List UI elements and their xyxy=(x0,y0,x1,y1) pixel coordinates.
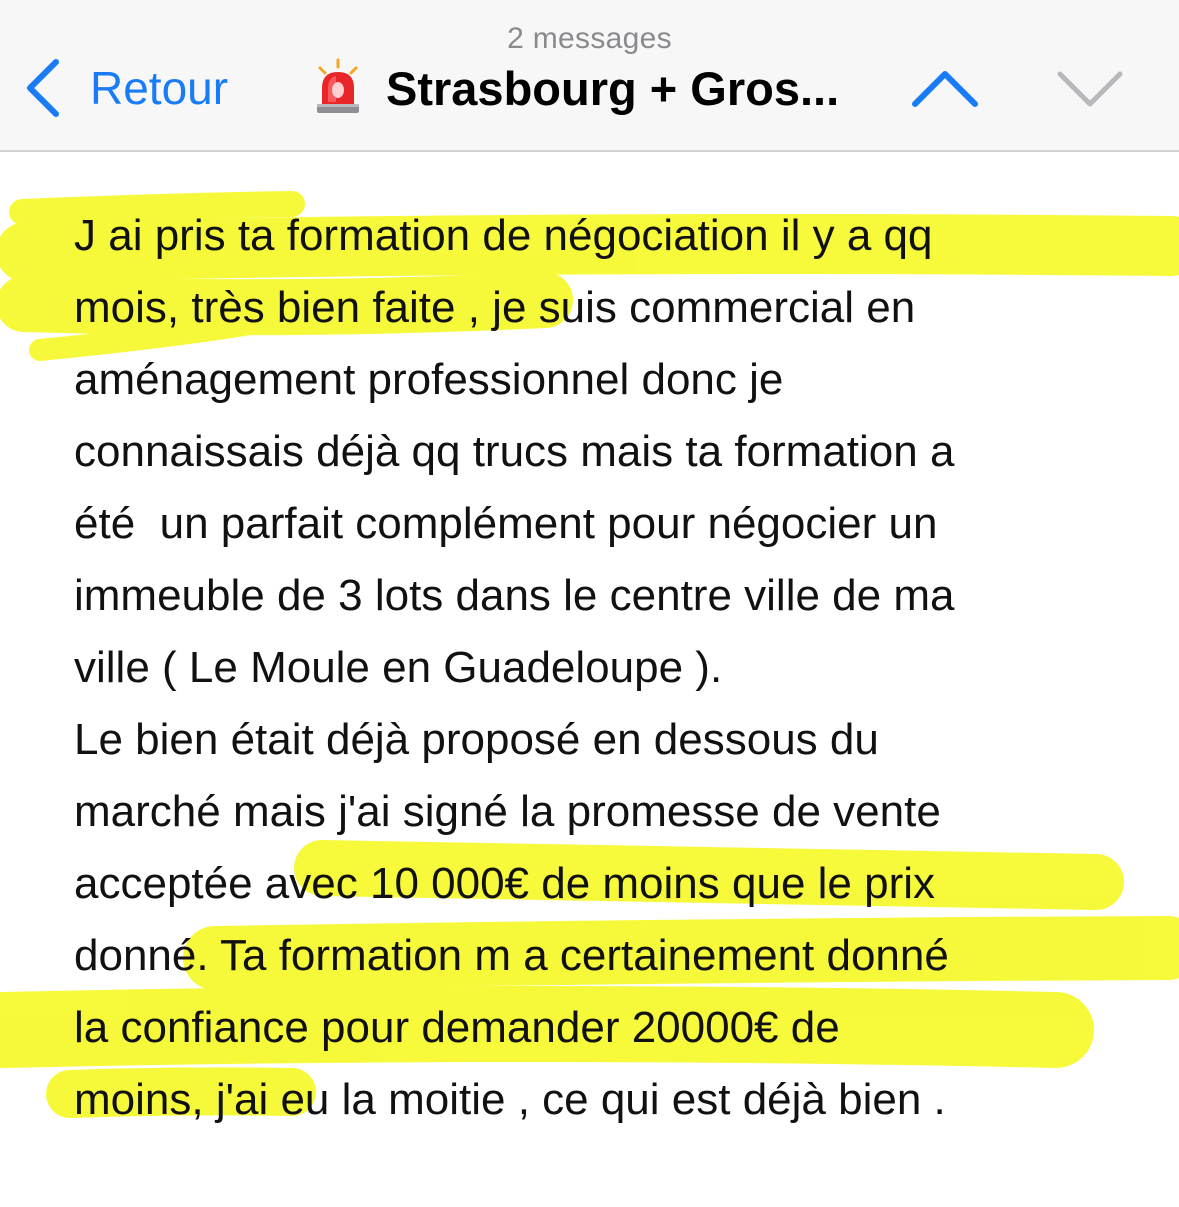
message-line: donné. Ta formation m a certainement donné xyxy=(74,931,949,980)
back-button[interactable] xyxy=(22,56,228,120)
message-line: connaissais déjà qq trucs mais ta formation a xyxy=(74,427,955,476)
message-line: immeuble de 3 lots dans le centre ville de ma xyxy=(74,571,955,620)
thread-title-text: Strasbourg + Gros... xyxy=(386,61,840,115)
next-message-button[interactable] xyxy=(1050,60,1130,116)
message-body xyxy=(74,200,1144,1136)
message-line: Le bien était déjà proposé en dessous du xyxy=(74,715,879,764)
message-line: aménagement professionnel donc je xyxy=(74,355,784,404)
message-line: la confiance pour demander 20000€ de xyxy=(74,1003,840,1052)
chevron-down-icon xyxy=(1050,60,1130,116)
message-line: ville ( Le Moule en Guadeloupe ). xyxy=(74,643,723,692)
chevron-left-icon xyxy=(22,56,64,120)
message-line: moins, j'ai eu la moitie , ce qui est déjà bien . xyxy=(74,1075,946,1124)
chevron-up-icon xyxy=(905,60,985,116)
navigation-bar xyxy=(0,0,1179,152)
previous-message-button[interactable] xyxy=(905,60,985,116)
message-line: J ai pris ta formation de négociation il y a qq xyxy=(74,211,933,260)
message-line: marché mais j'ai signé la promesse de vente xyxy=(74,787,941,836)
back-button-label: Retour xyxy=(90,62,229,114)
thread-title xyxy=(312,56,839,120)
message-line: mois, très bien faite , je suis commercial en xyxy=(74,283,916,332)
rotating-light-siren-icon xyxy=(312,58,364,118)
message-count: 2 messages xyxy=(507,22,672,55)
message-line: acceptée avec 10 000€ de moins que le prix xyxy=(74,859,936,908)
message-line: été un parfait complément pour négocier un xyxy=(74,499,938,548)
